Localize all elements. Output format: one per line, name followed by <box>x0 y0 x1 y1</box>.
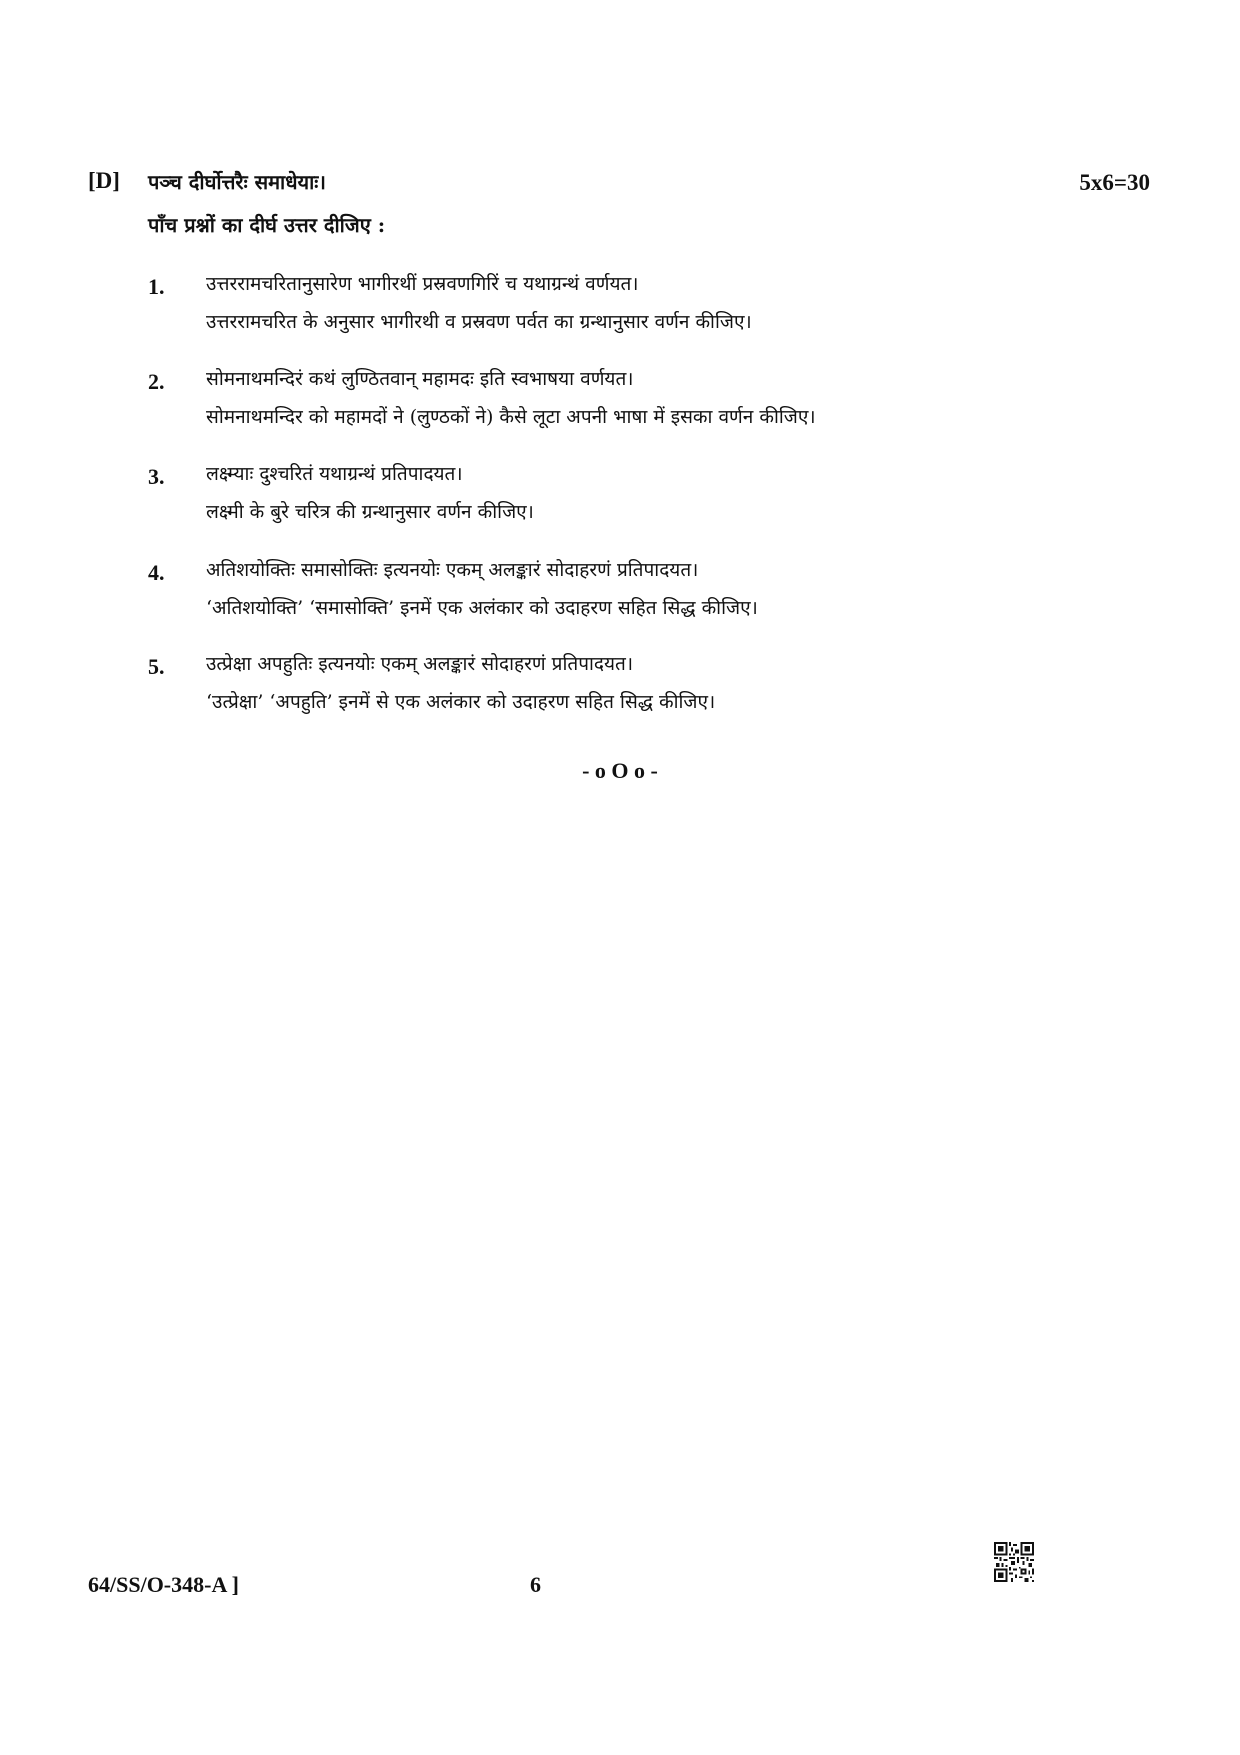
question-number: 3. <box>148 464 165 489</box>
section-subtitle: पाँच प्रश्नों का दीर्घ उत्तर दीजिए : <box>148 213 386 237</box>
question-text-sanskrit: लक्ष्म्याः दुश्चरितं यथाग्रन्थं प्रतिपादयत। <box>206 463 463 485</box>
question-number: 1. <box>148 274 165 299</box>
question-number: 4. <box>148 560 165 585</box>
section-label: [D] <box>88 168 120 193</box>
question-text-hindi: ‘उत्प्रेक्षा’ ‘अपहुति’ इनमें से एक अलंकार को उदाहरण सहित सिद्ध कीजिए। <box>206 691 716 713</box>
question-text-hindi: ‘अतिशयोक्ति’ ‘समासोक्ति’ इनमें एक अलंकार को उदाहरण सहित सिद्ध कीजिए। <box>206 597 758 619</box>
question-text-hindi: सोमनाथमन्दिर को महामदों ने (लुण्ठकों ने) कैसे लूटा अपनी भाषा में इसका वर्णन कीजिए। <box>206 406 816 428</box>
question-text-sanskrit: उत्तररामचरितानुसारेण भागीरथीं प्रस्रवणगिरिं च यथाग्रन्थं वर्णयत। <box>206 273 639 295</box>
question-text-sanskrit: उत्प्रेक्षा अपहुतिः इत्यनयोः एकम् अलङ्कारं सोदाहरणं प्रतिपादयत। <box>206 653 634 675</box>
question-text-sanskrit: सोमनाथमन्दिरं कथं लुण्ठितवान् महामदः इति स्वभाषया वर्णयत। <box>206 368 634 390</box>
question-number: 5. <box>148 654 165 679</box>
section-marks: 5x6=30 <box>1079 170 1150 195</box>
question-text-hindi: उत्तररामचरित के अनुसार भागीरथी व प्रस्रवण पर्वत का ग्रन्थानुसार वर्णन कीजिए। <box>206 311 752 333</box>
paper-code: 64/SS/O-348-A ] <box>88 1572 239 1597</box>
page-number: 6 <box>530 1572 541 1597</box>
section-title: पञ्च दीर्घोत्तरैः समाधेयाः। <box>148 170 326 194</box>
qr-code-icon <box>994 1542 1034 1582</box>
end-of-paper-mark: - o O o - <box>582 758 658 783</box>
question-number: 2. <box>148 369 165 394</box>
question-text-hindi: लक्ष्मी के बुरे चरित्र की ग्रन्थानुसार वर्णन कीजिए। <box>206 501 534 523</box>
question-text-sanskrit: अतिशयोक्तिः समासोक्तिः इत्यनयोः एकम् अलङ्कारं सोदाहरणं प्रतिपादयत। <box>206 559 699 581</box>
